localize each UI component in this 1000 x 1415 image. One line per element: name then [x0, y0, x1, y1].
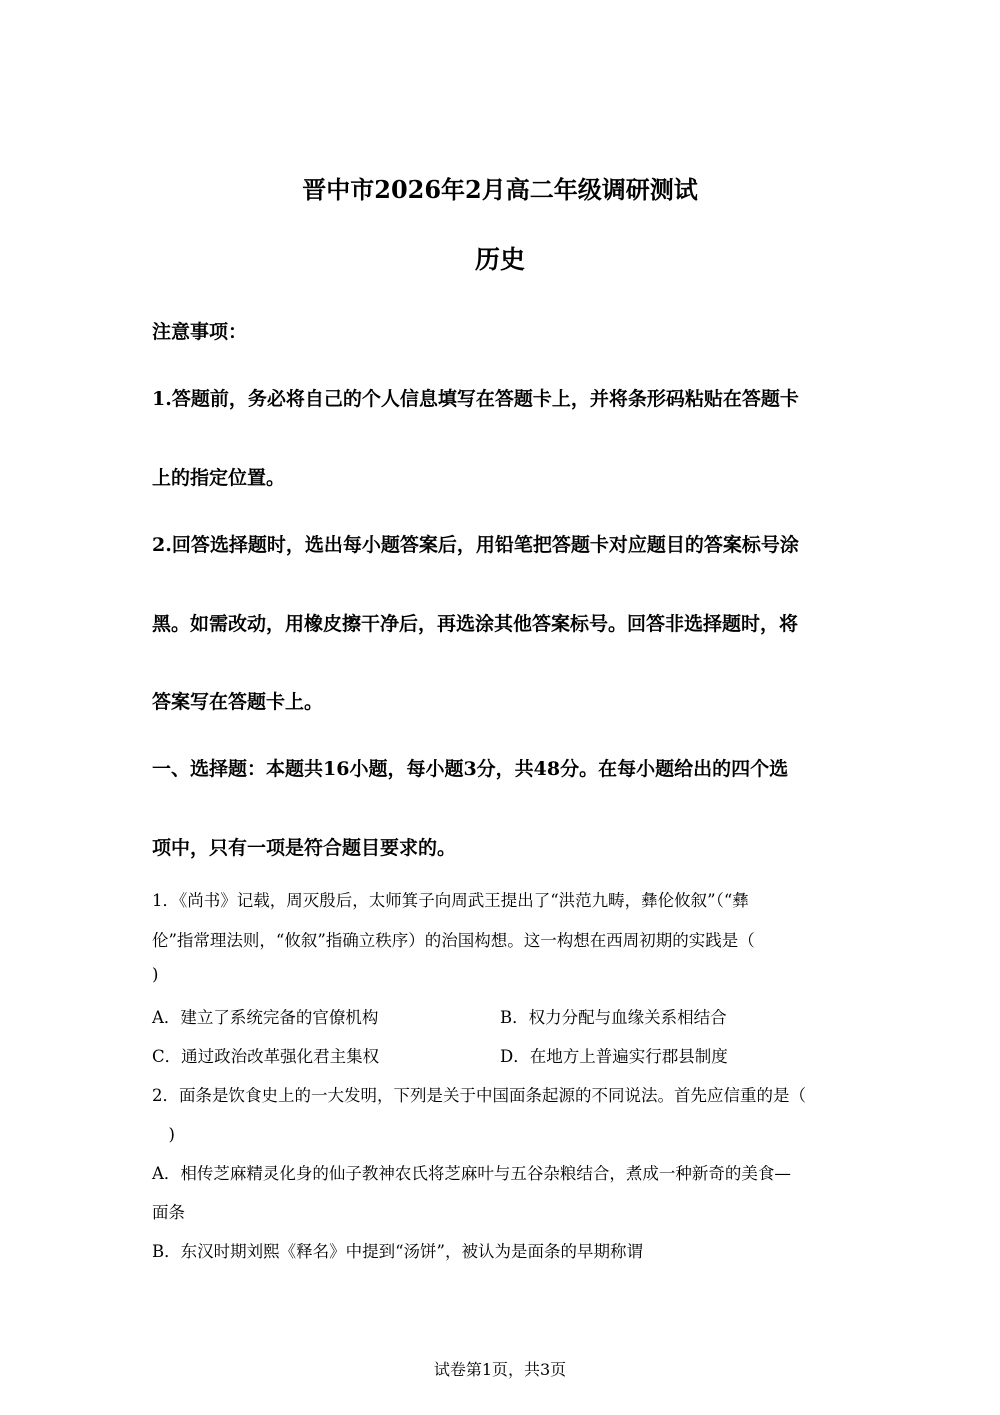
- section-1-heading-line-1: 一、选择题：本题共16小题，每小题3分，共48分。在每小题给出的四个选: [152, 758, 789, 780]
- notice-item-2-line-2: 黑。如需改动，用橡皮擦干净后，再选涂其他答案标号。回答非选择题时，将: [152, 613, 799, 635]
- question-2-option-b: B．东汉时期刘熙《释名》中提到“汤饼”，被认为是面条的早期称谓: [152, 1242, 643, 1261]
- notice-item-1-line-2: 上的指定位置。: [152, 467, 286, 489]
- question-2-option-a-line-1: A．相传芝麻精灵化身的仙子教神农氏将芝麻叶与五谷杂粮结合，煮成一种新奇的美食—: [152, 1164, 791, 1183]
- question-1-option-b: B．权力分配与血缘关系相结合: [500, 1008, 727, 1027]
- subject-title: 历史: [474, 245, 525, 274]
- question-1-option-c: C．通过政治改革强化君主集权: [152, 1047, 380, 1066]
- question-1-option-d: D．在地方上普遍实行郡县制度: [500, 1047, 728, 1066]
- question-1-stem-line-2: 伦”指常理法则，“攸叙”指确立秩序）的治国构想。这一构想在西周初期的实践是（: [152, 931, 755, 950]
- question-2-stem-line-2: ): [152, 1125, 175, 1144]
- exam-title: 晋中市2026年2月高二年级调研测试: [302, 175, 698, 204]
- page-footer: 试卷第1页，共3页: [433, 1360, 567, 1379]
- question-1-stem-line-1: 1．《尚书》记载，周灭殷后，太师箕子向周武王提出了“洪范九畴，彝伦攸叙”（“彝: [152, 891, 749, 910]
- question-1-stem-line-3: ): [152, 965, 159, 984]
- section-1-heading-line-2: 项中，只有一项是符合题目要求的。: [152, 837, 457, 859]
- question-2-option-a-line-2: 面条: [152, 1203, 185, 1222]
- notice-item-2-line-3: 答案写在答题卡上。: [152, 691, 324, 713]
- question-2-stem-line-1: 2．面条是饮食史上的一大发明，下列是关于中国面条起源的不同说法。首先应信重的是（: [152, 1086, 806, 1105]
- notice-item-1-line-1: 1.答题前，务必将自己的个人信息填写在答题卡上，并将条形码粘贴在答题卡: [152, 388, 799, 410]
- notice-heading: 注意事项：: [152, 321, 248, 343]
- question-1-option-a: A．建立了系统完备的官僚机构: [152, 1008, 379, 1027]
- notice-item-2-line-1: 2.回答选择题时，选出每小题答案后，用铅笔把答题卡对应题目的答案标号涂: [152, 534, 799, 556]
